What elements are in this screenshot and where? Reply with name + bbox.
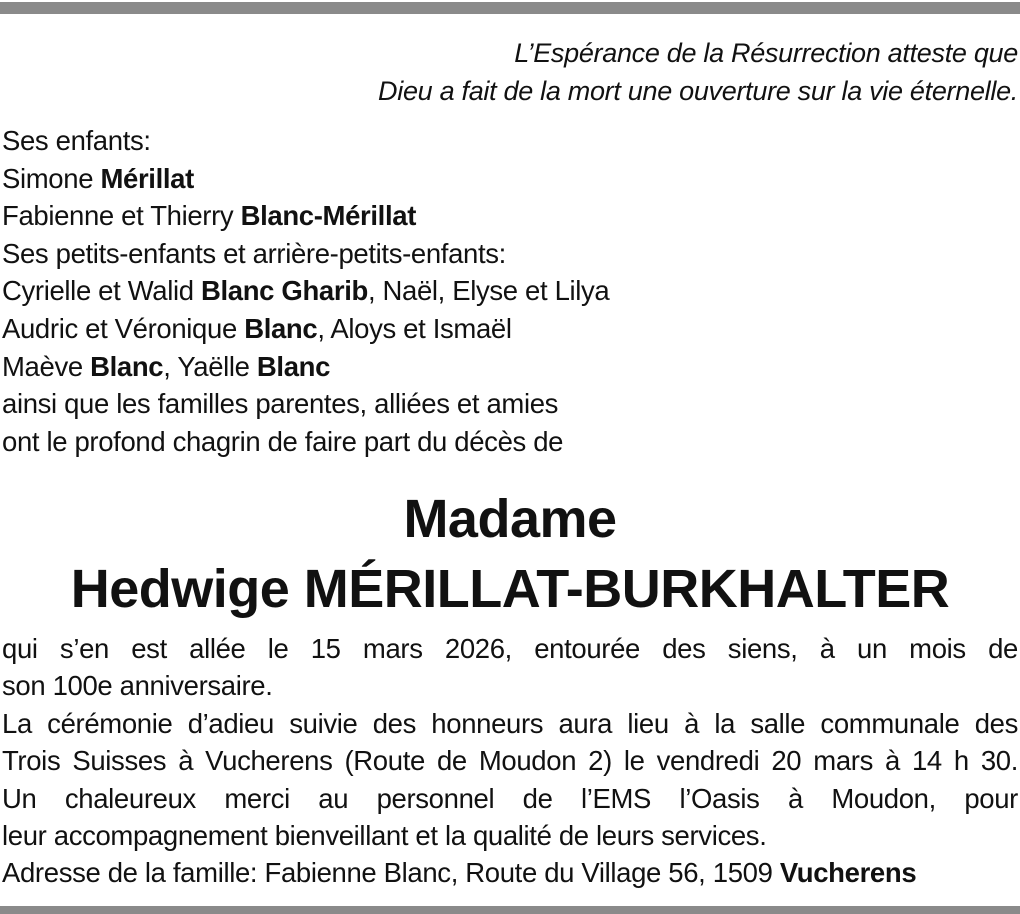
deceased-title: Madame [403,489,617,549]
other-names: , Naël, Elyse et Lilya [367,275,610,307]
surname: Blanc [244,312,318,344]
family-member-line [2,348,1002,386]
address-text: Adresse de la famille: Fabienne Blanc, Route du Village 56, 1509 [2,857,780,889]
ceremony-line: Trois Suisses à Vucherens (Route de Moudon 2) le vendredi 20 mars à 14 h 30. [2,745,1018,777]
surname: Blanc [256,350,331,382]
passing-line: qui s’en est allée le 15 mars 2026, entourée des siens, à un mois de [2,633,1018,664]
family-list [2,122,1002,460]
announcement-line: ont le profond chagrin de faire part du décès de [2,425,564,457]
surname: Blanc-Mérillat [240,200,417,232]
grandchildren-heading: Ses petits-enfants et arrière-petits-enfants: [2,237,506,269]
epigraph-line: L’Espérance de la Résurrection atteste que [514,38,1018,68]
surname: Mérillat [100,162,194,194]
ceremony-line: La cérémonie d’adieu suivie des honneurs aura lieu à la salle communale des [2,707,1018,739]
deceased-name-block [0,484,1020,624]
first-names: Fabienne et Thierry [2,200,241,232]
first-names: Cyrielle et Walid [2,275,201,307]
first-names: Simone [2,162,101,194]
children-heading: Ses enfants: [2,125,151,156]
surname: Blanc Gharib [200,275,368,307]
first-names: Maève [2,350,91,382]
relatives-line: ainsi que les familles parentes, alliées et amies [2,388,559,420]
family-member-line [2,310,1002,348]
family-address [2,854,1018,891]
family-member-line [2,160,1002,198]
deceased-name: Hedwige MÉRILLAT-BURKHALTER [70,559,950,619]
first-names: Audric et Véronique [2,312,245,344]
thanks-line: leur accompagnement bienveillant et la qualité de leurs services. [2,820,767,852]
epigraph [118,34,1018,110]
passing-line: son 100e anniversaire. [2,670,273,702]
family-member-line [2,197,1002,235]
surname: Blanc [90,350,164,382]
top-border-rule [0,2,1020,14]
other-names: , Aloys et Ismaël [317,312,512,344]
other-names: , Yaëlle [163,350,257,382]
details-text [2,630,1018,892]
bottom-border-rule [0,906,1020,914]
address-town: Vucherens [779,857,917,889]
family-member-line [2,272,1002,310]
thanks-line: Un chaleureux merci au personnel de l’EMS l’Oasis à Moudon, pour [2,782,1018,814]
epigraph-line: Dieu a fait de la mort une ouverture sur la vie éternelle. [378,76,1018,106]
